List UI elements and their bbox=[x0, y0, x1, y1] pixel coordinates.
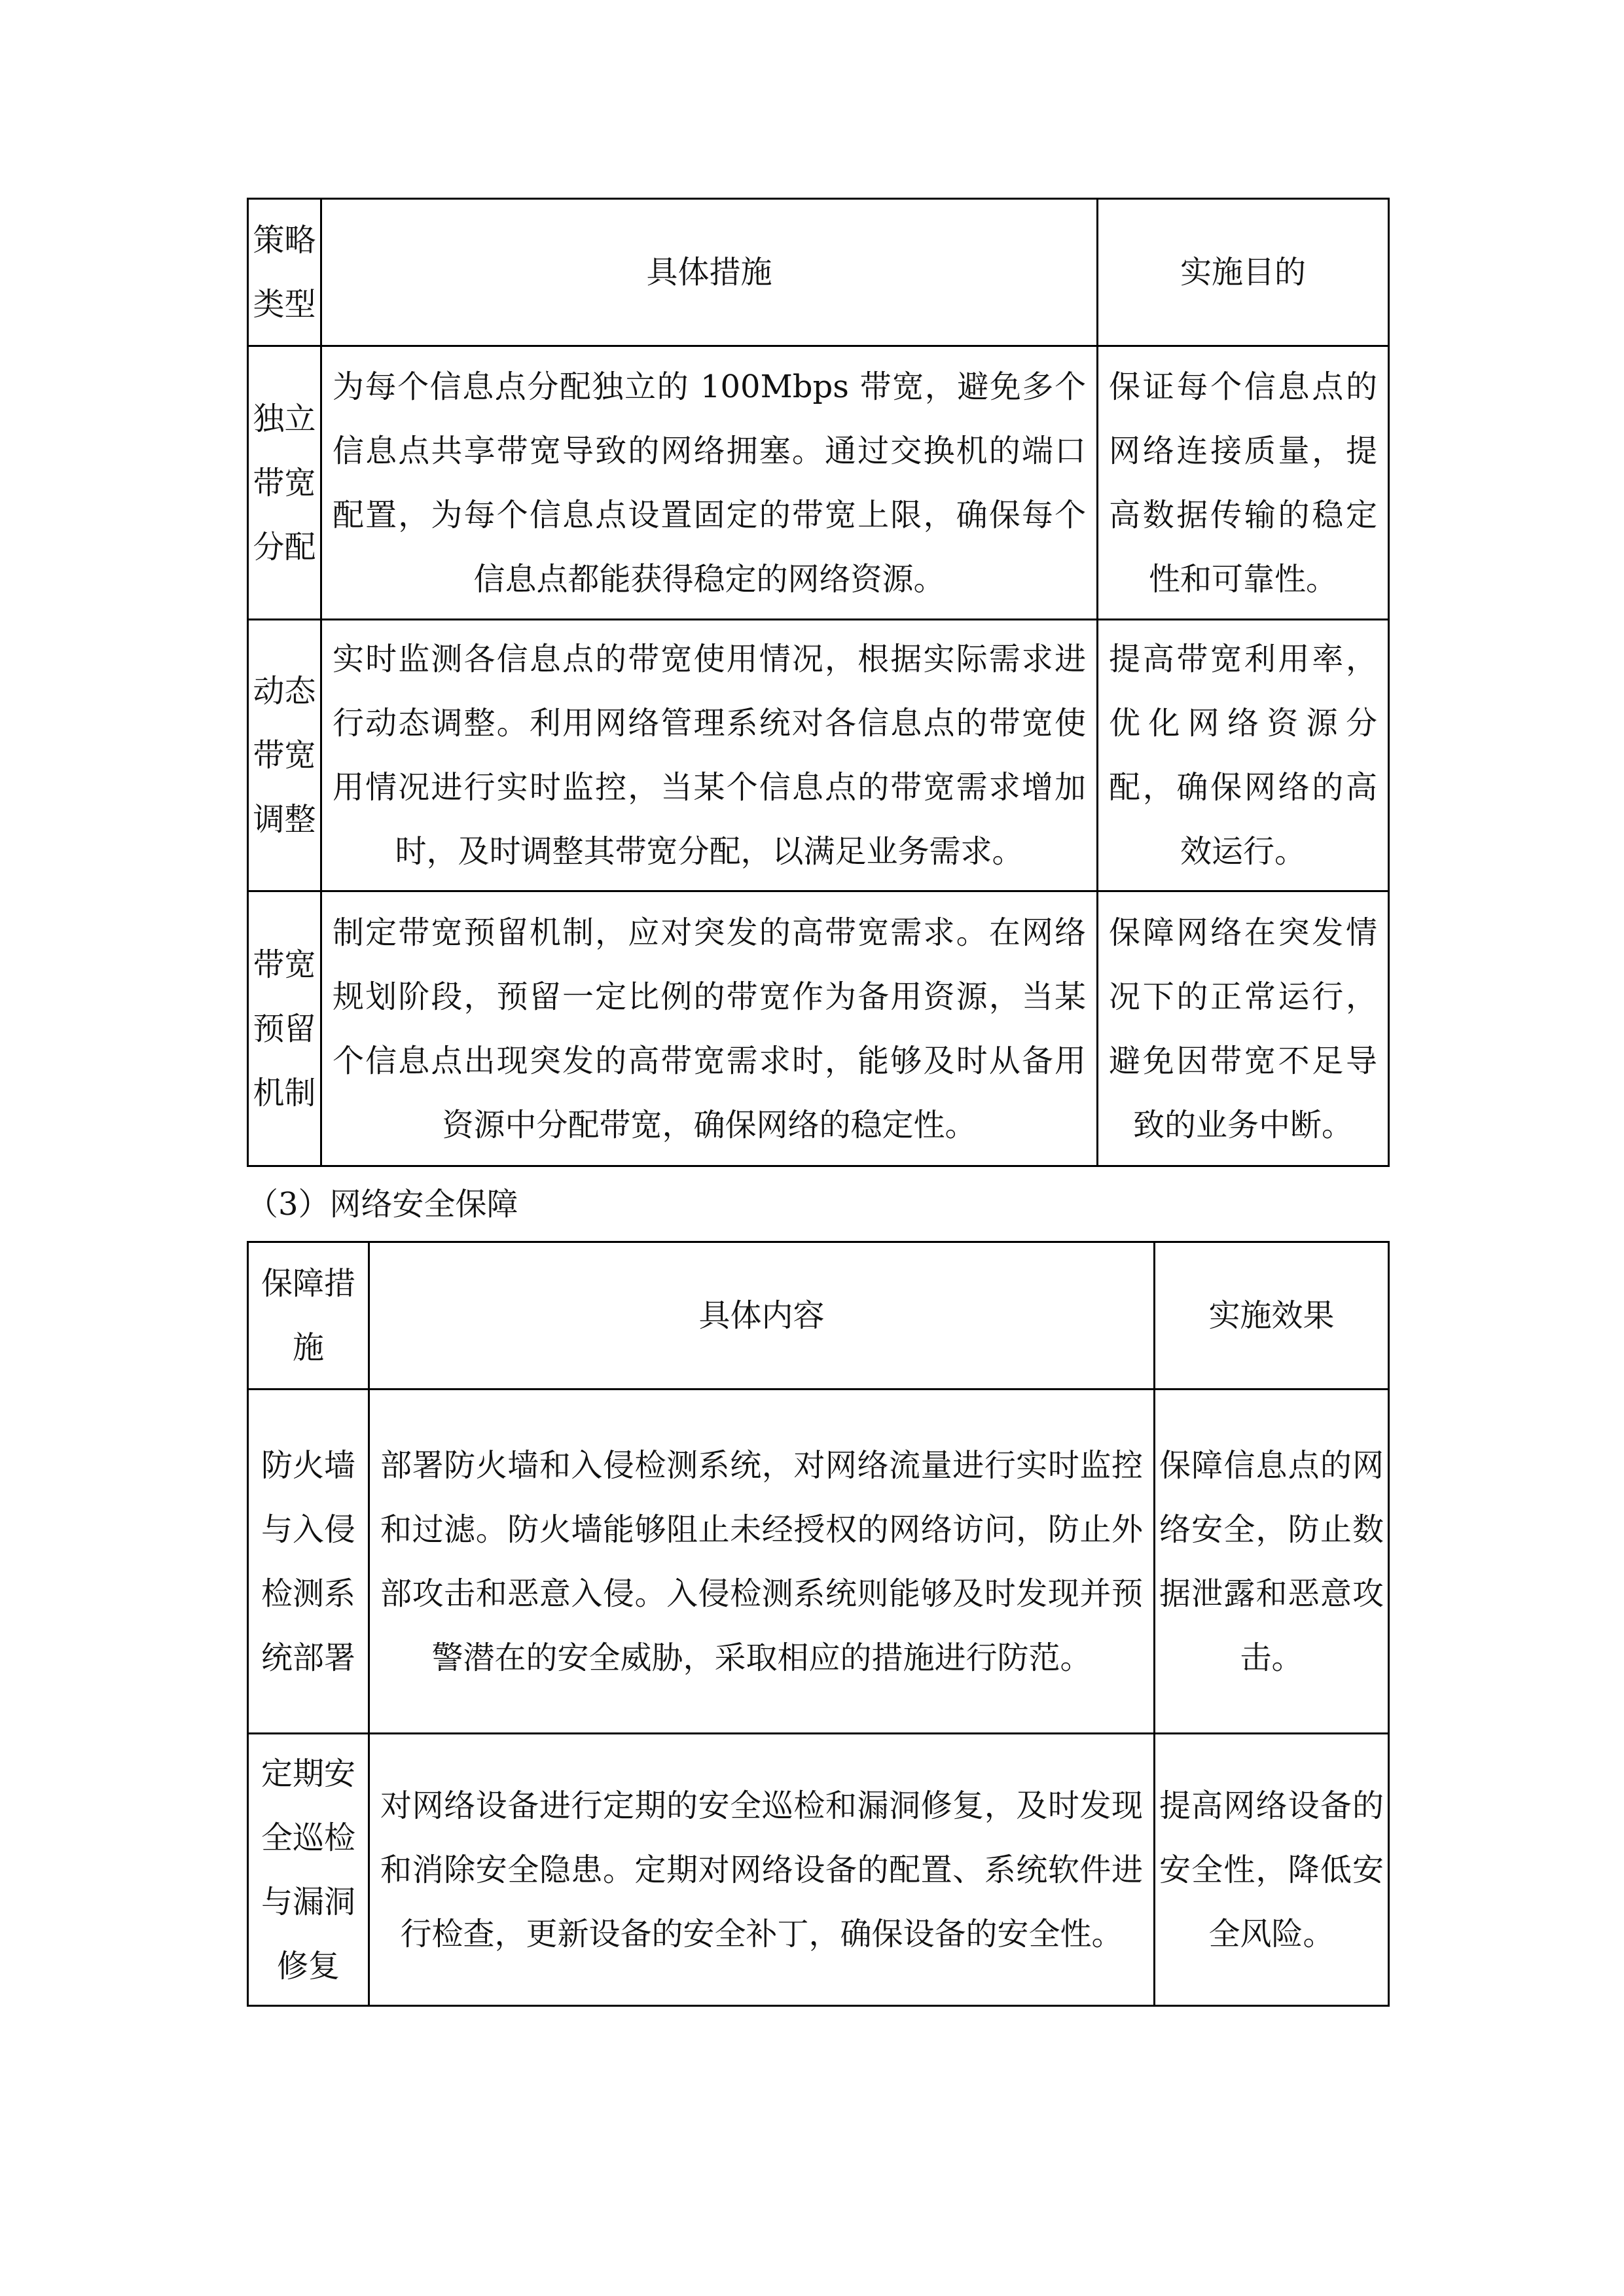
network-security-table bbox=[247, 1241, 1390, 2007]
bandwidth-strategy-table bbox=[247, 198, 1390, 1167]
header-security-measure: 保障措施 bbox=[248, 1242, 369, 1390]
effect-cell: 保障信息点的网络安全，防止数据泄露和恶意攻击。 bbox=[1155, 1390, 1389, 1734]
measures-cell: 制定带宽预留机制，应对突发的高带宽需求。在网络规划阶段，预留一定比例的带宽作为备用资源，当某个信息点出现突发的高带宽需求时，能够及时从备用资源中分配带宽，确保网络的稳定性。 bbox=[321, 891, 1098, 1166]
content-cell: 部署防火墙和入侵检测系统，对网络流量进行实时监控和过滤。防火墙能够阻止未经授权的网络访问，防止外部攻击和恶意入侵。入侵检测系统则能够及时发现并预警潜在的安全威胁，采取相应的措施进行防范。 bbox=[369, 1390, 1155, 1734]
security-measure-cell: 防火墙与入侵检测系统部署 bbox=[248, 1390, 369, 1734]
header-strategy-type: 策略类型 bbox=[248, 199, 321, 346]
content-cell: 对网络设备进行定期的安全巡检和漏洞修复，及时发现和消除安全隐患。定期对网络设备的配置、系统软件进行检查，更新设备的安全补丁，确保设备的安全性。 bbox=[369, 1734, 1155, 2006]
security-measure-cell: 定期安全巡检与漏洞修复 bbox=[248, 1734, 369, 2006]
header-content: 具体内容 bbox=[369, 1242, 1155, 1390]
measures-cell: 为每个信息点分配独立的 100Mbps 带宽，避免多个信息点共享带宽导致的网络拥塞。通过交换机的端口配置，为每个信息点设置固定的带宽上限，确保每个信息点都能获得稳定的网络资源。 bbox=[321, 346, 1098, 620]
table-row bbox=[248, 891, 1389, 1166]
table-header-row bbox=[248, 199, 1389, 346]
table-row bbox=[248, 346, 1389, 620]
strategy-type-cell: 动态带宽调整 bbox=[248, 620, 321, 891]
table-row bbox=[248, 1734, 1389, 2006]
section-heading-network-security: （3）网络安全保障 bbox=[247, 1186, 518, 1223]
table-header-row bbox=[248, 1242, 1389, 1390]
measures-cell: 实时监测各信息点的带宽使用情况，根据实际需求进行动态调整。利用网络管理系统对各信息点的带宽使用情况进行实时监控，当某个信息点的带宽需求增加时，及时调整其带宽分配，以满足业务需求。 bbox=[321, 620, 1098, 891]
header-effect: 实施效果 bbox=[1155, 1242, 1389, 1390]
table-row bbox=[248, 1390, 1389, 1734]
header-measures: 具体措施 bbox=[321, 199, 1098, 346]
effect-cell: 提高网络设备的安全性，降低安全风险。 bbox=[1155, 1734, 1389, 2006]
purpose-cell: 保障网络在突发情况下的正常运行，避免因带宽不足导致的业务中断。 bbox=[1098, 891, 1389, 1166]
purpose-cell: 提高带宽利用率，优化网络资源分配，确保网络的高效运行。 bbox=[1098, 620, 1389, 891]
strategy-type-cell: 带宽预留机制 bbox=[248, 891, 321, 1166]
header-purpose: 实施目的 bbox=[1098, 199, 1389, 346]
purpose-cell: 保证每个信息点的网络连接质量，提高数据传输的稳定性和可靠性。 bbox=[1098, 346, 1389, 620]
table-row bbox=[248, 620, 1389, 891]
strategy-type-cell: 独立带宽分配 bbox=[248, 346, 321, 620]
